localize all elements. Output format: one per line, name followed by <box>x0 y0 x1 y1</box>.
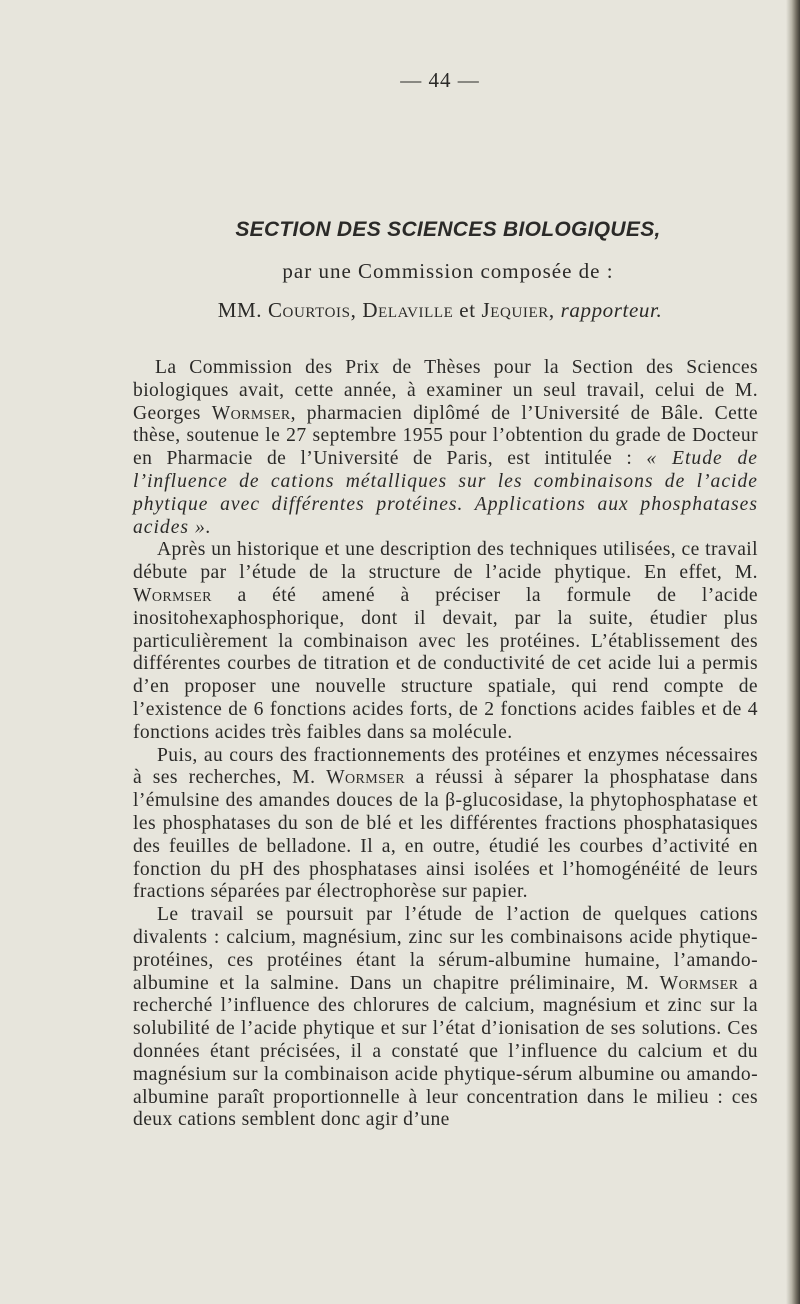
paragraph-3 <box>133 745 758 905</box>
author-name: Wormser <box>211 402 291 424</box>
commission-line: par une Commission composée de : <box>282 259 614 283</box>
members-sep: , <box>548 298 555 322</box>
paragraph-text: , pharmacien diplômé de l’Université de Bâle. Cette thèse, soutenue le 27 septembre 1955 pour l’obtention du grade de Docteur en Pharmacie de l’Université de Paris, est intitulée : <box>133 402 758 470</box>
report-body <box>133 357 758 1132</box>
paragraph-text: a été amené à préciser la formule de l’acide inositohexaphosphorique, dont il devait, par la suite, étudier plus particulièrement la combinaison avec les protéines. L’établissement des différentes courbes de titration et de conductivité de cet acide lui a permis d’en proposer une nouvelle structure spatiale, qui rend compte de l’existence de 6 fonctions acides forts, de 2 fonctions acides faibles et de 4 fonctions acides très faibles dans sa molécule. <box>133 584 758 743</box>
page-binding-edge <box>786 0 800 1304</box>
paragraph-1 <box>133 357 758 539</box>
member-jequier: Jequier <box>481 298 549 322</box>
author-name: Wormser <box>659 972 739 994</box>
members-sep: , <box>350 298 357 322</box>
page-number: — 44 — <box>400 68 480 92</box>
commission-members <box>0 298 800 323</box>
author-name: Wormser <box>326 767 405 789</box>
section-title: SECTION DES SCIENCES BIOLOGIQUES, <box>235 218 661 241</box>
paragraph-text: Puis, au cours des fractionnements des protéines et enzymes nécessaires à ses recherches, M. <box>133 744 758 789</box>
paragraph-2 <box>133 539 758 744</box>
member-delaville: Delaville <box>362 298 454 322</box>
paragraph-text: a recherché l’influence des chlorures de calcium, magnésium et zinc sur la solubilité de l’acide phytique et sur l’état d’ionisation de ses solutions. Ces données étant précisées, il a constaté que l’influence du calcium et du magnésium sur la combinaison acide phytique-sérum albumine ou amando-albumine paraît proportionnelle à leur concentration dans le milieu : ces deux cations semblent donc agir d’une <box>133 972 758 1131</box>
paragraph-text: a réussi à séparer la phosphatase dans l’émulsine des amandes douces de la β-glucosidase, la phytophosphatase et les phosphatases du son de blé et les différentes fractions phosphatasiques des feuilles de belladone. Il a, en outre, étudié les courbes d’activité en fonction du pH des phosphatases ainsi isolées et l’homogénéité de leurs fractions séparées par électrophorèse sur papier. <box>133 767 758 903</box>
members-and: et <box>459 298 476 322</box>
paragraph-text: Après un historique et une description des techniques utilisées, ce travail débute par l’étude de la structure de l’acide phytique. En effet, M. <box>133 539 758 584</box>
author-name: Wormser <box>133 584 212 606</box>
members-prefix: MM. <box>217 298 263 322</box>
member-role: rapporteur. <box>560 298 663 322</box>
paragraph-text: La Commission des Prix de Thèses pour la Section des Sciences biologiques avait, cette année, à examiner un seul travail, celui de M. Georges <box>133 357 758 424</box>
thesis-title: « Etude de l’influence de cations métalliques sur les combinaisons de l’acide phytique avec différentes protéines. Applications aux phosphatases acides ». <box>133 448 759 538</box>
paragraph-text: Le travail se poursuit par l’étude de l’action de quelques cations divalents : calcium, magnésium, zinc sur les combinaisons acide phytique-protéines, ces protéines étant la sérum-albumine humaine, l’amando-albumine et la salmine. Dans un chapitre préliminaire, M. <box>133 904 758 994</box>
paragraph-4 <box>133 904 758 1132</box>
member-courtois: Courtois <box>267 298 351 322</box>
